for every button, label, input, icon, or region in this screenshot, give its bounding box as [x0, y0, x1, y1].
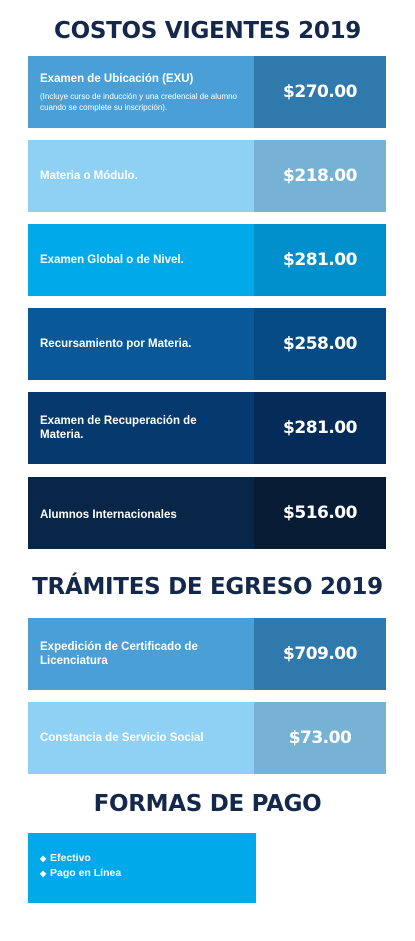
cost-label: Materia o Módulo.: [40, 170, 138, 182]
payment-method-item: [40, 851, 256, 866]
payment-method-label: Pago en Línea: [50, 867, 122, 879]
graduation-row-certificate: [28, 618, 386, 690]
graduation-label-cell: [28, 702, 254, 774]
cost-price: $516.00: [254, 477, 386, 549]
cost-label: Recursamiento por Materia.: [40, 338, 192, 350]
cost-label: Alumnos Internacionales: [40, 509, 177, 521]
diamond-bullet-icon: ◆: [40, 869, 47, 878]
cost-row-placement-exam: [28, 56, 386, 128]
graduation-price: $709.00: [254, 618, 386, 690]
cost-label-cell: [28, 477, 254, 549]
payment-methods-box: [28, 833, 256, 903]
payment-method-label: Efectivo: [50, 852, 91, 864]
graduation-label-cell: [28, 618, 254, 690]
cost-label-cell: [28, 392, 254, 464]
graduation-price: $73.00: [254, 702, 386, 774]
payment-method-item: [40, 866, 256, 881]
cost-label: Examen de Ubicación (EXU): [40, 72, 194, 85]
cost-label-cell: [28, 224, 254, 296]
cost-price: $270.00: [254, 56, 386, 128]
cost-row-recovery-exam: [28, 392, 386, 464]
costs-heading: COSTOS VIGENTES 2019: [54, 18, 361, 44]
graduation-label: Constancia de Servicio Social: [40, 732, 204, 744]
cost-label-cell: [28, 140, 254, 212]
cost-label: Examen de Recuperación de Materia.: [40, 415, 197, 441]
cost-price: $281.00: [254, 392, 386, 464]
cost-price: $258.00: [254, 308, 386, 380]
cost-price: $218.00: [254, 140, 386, 212]
cost-label-cell: [28, 308, 254, 380]
cost-row-international: [28, 477, 386, 549]
graduation-heading: TRÁMITES DE EGRESO 2019: [32, 574, 383, 600]
payment-heading: FORMAS DE PAGO: [93, 791, 322, 817]
diamond-bullet-icon: ◆: [40, 854, 47, 863]
cost-row-subject: [28, 140, 386, 212]
cost-note: (Incluye curso de inducción y una credencial de alumno cuando se complete su inscripción).: [40, 91, 238, 112]
cost-label: Examen Global o de Nivel.: [40, 254, 184, 266]
cost-row-global-exam: [28, 224, 386, 296]
graduation-row-social-service: [28, 702, 386, 774]
cost-price: $281.00: [254, 224, 386, 296]
cost-label-cell: [28, 56, 254, 128]
graduation-label: Expedición de Certificado de Licenciatura: [40, 641, 198, 667]
cost-row-retake: [28, 308, 386, 380]
